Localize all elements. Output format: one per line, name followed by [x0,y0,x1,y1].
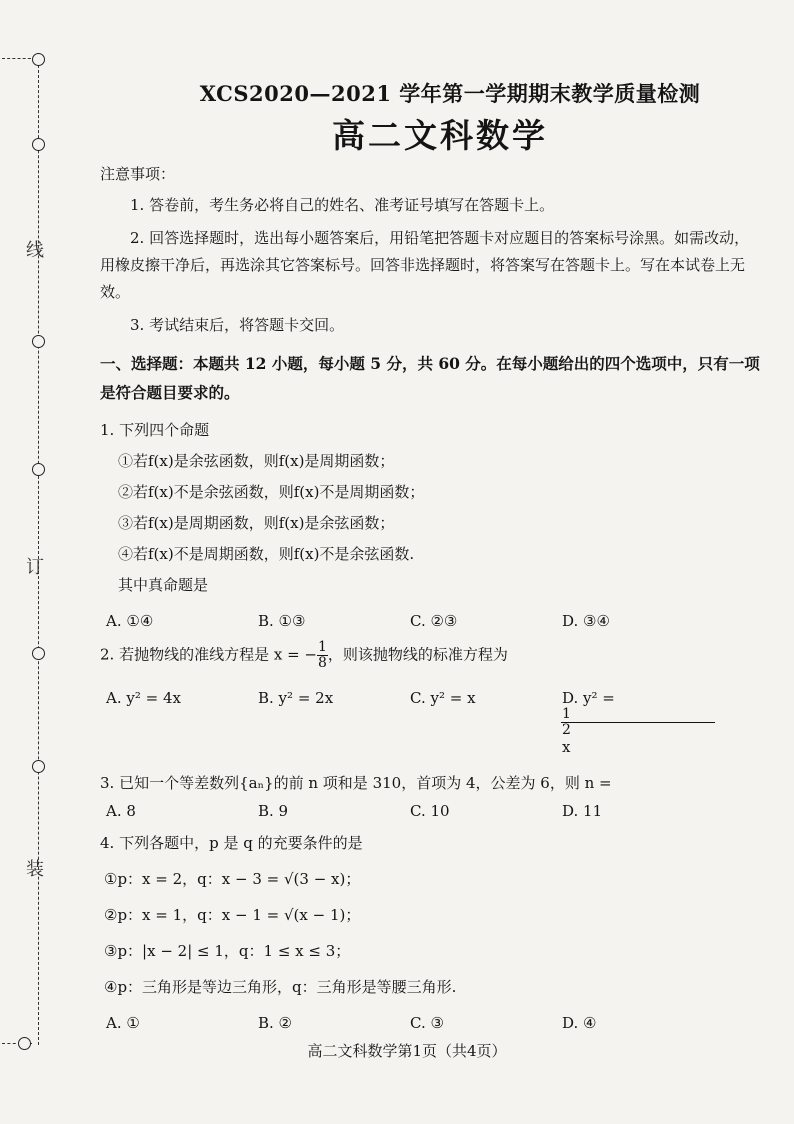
subject-title: 高二文科数学 [332,116,548,155]
option-b: B. 9 [258,802,289,820]
margin-char-xian: 线 [26,240,44,261]
proposition: ①若f(x)是余弦函数，则f(x)是周期函数； [118,452,395,470]
condition: ④p：三角形是等边三角形，q：三角形是等腰三角形. [104,978,457,996]
notice-heading: 注意事项： [100,165,176,183]
answer-options [106,612,760,630]
condition: ①p：x = 2，q：x − 3 = √(3 − x)； [104,870,361,888]
fraction-denominator: 2 [562,722,571,738]
margin-char-zhuang: 装 [26,859,44,880]
option-d: D. ④ [562,1014,597,1032]
stem-text: 2. 若抛物线的准线方程是 x = − [100,645,317,664]
option-d: D. 11 [562,802,603,820]
fraction [317,640,328,671]
fraction-numerator: 1 [317,639,327,655]
notice-item: 1. 答卷前，考生务必将自己的姓名、准考证号填写在答题卡上。 [130,196,555,214]
section-heading: 一、选择题：本题共 12 小题，每小题 5 分，共 60 分。在每小题给出的四个选项中，只有一项是符合题目要求的。 [100,354,760,402]
option-a: A. y² = 4x [106,689,181,707]
question-2 [100,640,760,756]
notice-block [100,163,760,339]
notice-item: 3. 考试结束后，将答题卡交回。 [130,316,345,334]
notice-item: 2. 回答选择题时，选出每小题答案后，用铅笔把答题卡对应题目的答案标号涂黑。如需改动，用橡皮擦干净后，再选涂其它答案标号。回答非选择题时，将答案写在答题卡上。写在本试卷上无效。 [100,229,750,301]
proposition: ③若f(x)是周期函数，则f(x)是余弦函数； [118,514,395,532]
proposition: ②若f(x)不是余弦函数，则f(x)不是周期函数； [118,483,425,501]
binding-hole [32,138,45,151]
option-a: A. 8 [106,802,136,820]
condition: ③p：|x − 2| ≤ 1，q：1 ≤ x ≤ 3； [104,942,351,960]
stem-text: ，则该抛物线的标准方程为 [327,645,508,664]
exam-title: XCS2020—2021 学年第一学期期末教学质量检测 [199,81,701,106]
question-4 [100,830,760,1032]
condition: ②p：x = 1，q：x − 1 = √(x − 1)； [104,906,361,924]
page-footer: 高二文科数学第1页（共4页） [307,1042,507,1060]
binding-line [38,55,39,1045]
option-text: D. y² = [562,689,615,707]
answer-options [106,802,760,820]
question-stem [100,640,760,671]
question-1 [100,417,760,630]
option-a: A. ①④ [106,612,154,630]
binding-hole [32,463,45,476]
fraction [562,707,714,738]
answer-options [106,689,760,756]
binding-hole [32,53,45,66]
binding-hole [32,335,45,348]
exam-content [100,78,760,1042]
option-text: x [562,738,571,756]
margin-dash-top [2,58,36,59]
option-c: C. y² = x [410,689,476,707]
binding-hole [32,647,45,660]
option-a: A. ① [106,1014,140,1032]
option-b: B. y² = 2x [258,689,334,707]
proposition: ④若f(x)不是周期函数，则f(x)不是余弦函数. [118,545,415,563]
option-b: B. ② [258,1014,293,1032]
question-prompt: 其中真命题是 [118,576,209,594]
question-stem: 4. 下列各题中，p 是 q 的充要条件的是 [100,834,363,852]
option-c: C. ②③ [410,612,458,630]
option-d: D. ③④ [562,612,610,630]
answer-options [106,1014,760,1032]
option-c: C. 10 [410,802,450,820]
option-b: B. ①③ [258,612,306,630]
fraction-denominator: 8 [317,655,327,671]
binding-hole [32,760,45,773]
question-3 [100,770,760,820]
fraction-numerator: 1 [561,707,715,723]
option-c: C. ③ [410,1014,444,1032]
question-stem: 1. 下列四个命题 [100,421,210,439]
option-d [562,689,714,756]
margin-char-ding: 订 [26,557,44,578]
question-stem: 3. 已知一个等差数列{aₙ}的前 n 项和是 310，首项为 4，公差为 6，则 n = [100,774,612,792]
